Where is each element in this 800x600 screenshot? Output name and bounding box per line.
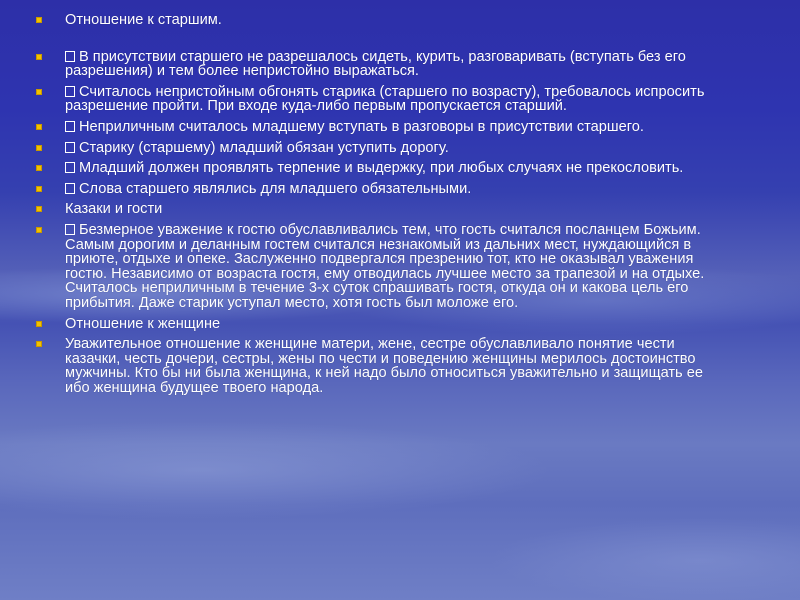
- list-item-text: Отношение к старшим.: [65, 12, 222, 28]
- missing-glyph-box-icon: [65, 142, 75, 153]
- list-item-text: Считалось непристойным обгонять старика (старшего по возрасту), требовалось испросить разрешение пройти. При входе куда-либо первым пропускается старший.: [65, 83, 705, 115]
- list-item: [36, 50, 726, 79]
- list-item: [36, 13, 726, 28]
- missing-glyph-box-icon: [65, 121, 75, 132]
- list-item-text: Неприличным считалось младшему вступать в разговоры в присутствии старшего.: [79, 118, 644, 135]
- square-bullet-icon: [36, 54, 42, 60]
- list-item: [36, 337, 726, 395]
- missing-glyph-box-icon: [65, 86, 75, 97]
- square-bullet-icon: [36, 186, 42, 192]
- square-bullet-icon: [36, 341, 42, 347]
- square-bullet-icon: [36, 165, 42, 171]
- square-bullet-icon: [36, 17, 42, 23]
- list-item: [36, 202, 726, 217]
- list-item: [36, 85, 726, 114]
- list-item-text: Старику (старшему) младший обязан уступить дорогу.: [79, 139, 449, 156]
- square-bullet-icon: [36, 206, 42, 212]
- list-item: [36, 120, 726, 135]
- list-item-text: Казаки и гости: [65, 201, 163, 218]
- list-item-text: Слова старшего являлись для младшего обязательными.: [79, 180, 472, 197]
- square-bullet-icon: [36, 145, 42, 151]
- list-item-text: Уважительное отношение к женщине матери, жене, сестре обуславливало понятие чести казачки, честь дочери, сестры, жены по чести и поведению женщины мерилось достоинство мужчины. Кто бы ни была женщина, к ней надо было относиться уважительно и защищать ее ибо женщина будущее твоего народа.: [65, 336, 703, 396]
- missing-glyph-box-icon: [65, 51, 75, 62]
- bullet-list: [36, 13, 726, 401]
- list-item: [36, 317, 726, 332]
- list-item-text: Безмерное уважение к гостю обуславливались тем, что гость считался посланцем Божьим. Самым дорогим и деланным гостем считался незнакомый из дальних мест, нуждающийся в приюте, отдыхе и опеке. Заслуженно подвергался презрению тот, кто не оказывал уважения гостю. Независимо от возраста гостя, ему отводилась лучшее место за трапезой и на отдыхе. Считалось неприличным в течение 3-х суток спрашивать гостя, откуда он и какова цель его прибытия. Даже старик уступал место, хотя гость был моложе его.: [65, 221, 705, 311]
- square-bullet-icon: [36, 89, 42, 95]
- square-bullet-icon: [36, 321, 42, 327]
- square-bullet-icon: [36, 124, 42, 130]
- missing-glyph-box-icon: [65, 224, 75, 235]
- missing-glyph-box-icon: [65, 183, 75, 194]
- list-item-text: Отношение к женщине: [65, 315, 221, 332]
- list-item: [36, 161, 726, 176]
- list-item: [36, 141, 726, 156]
- list-item-text: В присутствии старшего не разрешалось сидеть, курить, разговаривать (вступать без его разрешения) и тем более непристойно выражаться.: [65, 48, 686, 80]
- square-bullet-icon: [36, 227, 42, 233]
- list-item: [36, 182, 726, 197]
- list-item-text: Младший должен проявлять терпение и выдержку, при любых случаях не прекословить.: [79, 160, 684, 177]
- missing-glyph-box-icon: [65, 162, 75, 173]
- list-item: [36, 223, 726, 311]
